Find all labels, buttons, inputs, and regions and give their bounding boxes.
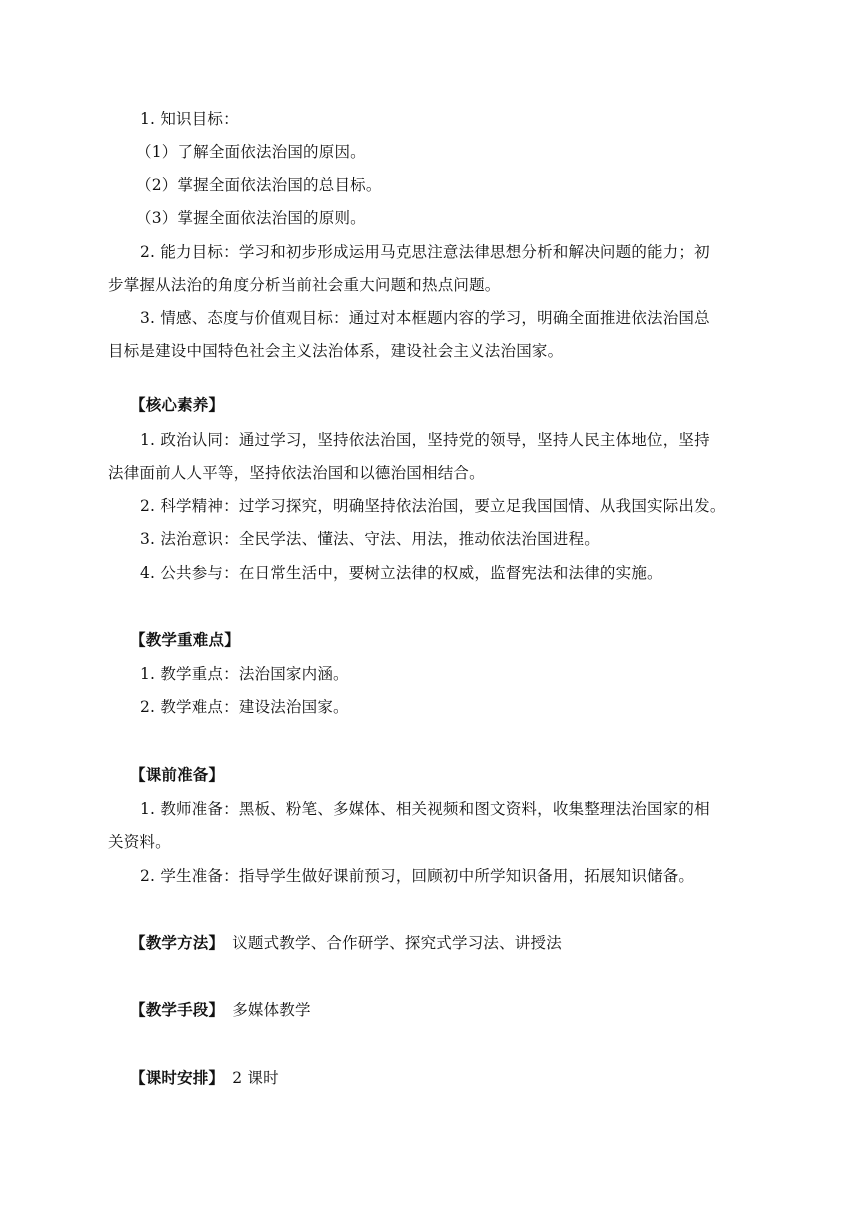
knowledge-goal-item: （2）掌握全面依法治国的总目标。 <box>136 176 382 194</box>
teaching-method-text: 议题式教学、合作研学、探究式学习法、讲授法 <box>232 934 562 952</box>
preparation-line: 2. 学生准备：指导学生做好课前预习，回顾初中所学知识备用，拓展知识储备。 <box>140 867 695 885</box>
schedule-text: 2 课时 <box>232 1069 279 1087</box>
preparation-heading: 【课前准备】 <box>130 766 225 784</box>
core-literacy-line: 4. 公共参与：在日常生活中，要树立法律的权威，监督宪法和法律的实施。 <box>140 564 663 582</box>
knowledge-goal-item: （3）掌握全面依法治国的原则。 <box>136 209 366 227</box>
core-literacy-line: 3. 法治意识：全民学法、懂法、守法、用法，推动依法治国进程。 <box>140 530 600 548</box>
teaching-method-heading: 【教学方法】 <box>130 934 225 952</box>
ability-goal-line: 2. 能力目标：学习和初步形成运用马克思注意法律思想分析和解决问题的能力；初 <box>140 243 710 261</box>
teaching-method-row <box>130 933 562 953</box>
preparation-line: 关资料。 <box>108 833 171 851</box>
preparation-line: 1. 教师准备：黑板、粉笔、多媒体、相关视频和图文资料，收集整理法治国家的相 <box>140 800 710 818</box>
emotion-goal-line: 3. 情感、态度与价值观目标：通过对本框题内容的学习，明确全面推进依法治国总 <box>140 309 710 327</box>
schedule-row <box>130 1068 279 1088</box>
core-literacy-line: 2. 科学精神：过学习探究，明确坚持依法治国，要立足我国国情、从我国实际出发。 <box>140 497 726 515</box>
teaching-means-heading: 【教学手段】 <box>130 1001 225 1019</box>
key-point-line: 1. 教学重点：法治国家内涵。 <box>140 665 349 683</box>
teaching-means-row <box>130 1000 311 1020</box>
core-literacy-heading: 【核心素养】 <box>130 396 225 414</box>
ability-goal-line: 步掌握从法治的角度分析当前社会重大问题和热点问题。 <box>108 276 501 294</box>
key-point-line: 2. 教学难点：建设法治国家。 <box>140 698 349 716</box>
schedule-heading: 【课时安排】 <box>130 1069 225 1087</box>
knowledge-goal-item: （1）了解全面依法治国的原因。 <box>136 143 366 161</box>
knowledge-goal-title: 1. 知识目标： <box>140 110 239 128</box>
emotion-goal-line: 目标是建设中国特色社会主义法治体系，建设社会主义法治国家。 <box>108 342 564 360</box>
teaching-means-text: 多媒体教学 <box>232 1001 311 1019</box>
key-points-heading: 【教学重难点】 <box>130 631 240 649</box>
core-literacy-line: 法律面前人人平等，坚持依法治国和以德治国相结合。 <box>108 464 485 482</box>
core-literacy-line: 1. 政治认同：通过学习，坚持依法治国，坚持党的领导，坚持人民主体地位，坚持 <box>140 431 710 449</box>
